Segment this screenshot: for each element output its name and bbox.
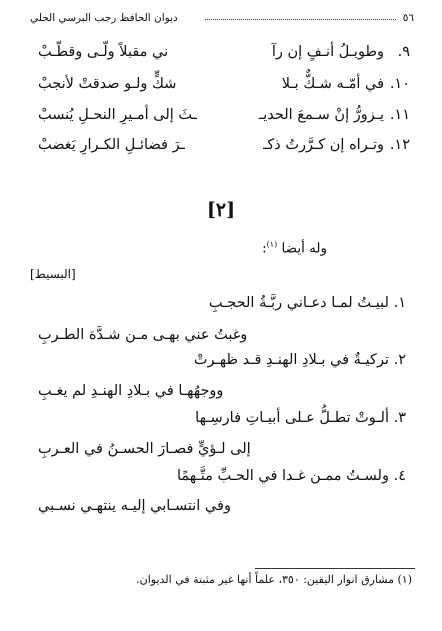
page-number: ٥٦ — [402, 12, 414, 24]
poem-number: [٢] — [206, 199, 236, 221]
footnote-reference: (١) — [266, 240, 278, 249]
verse-line-first: ٢. تركيـةٌ في بـلادِ الهنـدِ قـد ظهـرتْ — [193, 352, 406, 368]
verse-line-second: وفي انتسـابي إليـه ينتهـي نسـبي — [38, 498, 231, 514]
verse-second-hemistich: ـثَ إلى أمـيرِ النحـلِ يُنسبْ — [38, 107, 197, 123]
verse-first-hemistich: وطويـلُ أنـفٍ إن رآ — [271, 44, 384, 60]
verse-first-hemistich: يـزورُّ إنْ سـمعَ الحديـ — [259, 107, 384, 123]
verse-line-first: ٣. ألـوتْ تطـلُّ عـلى أبيـاتِ فارسِـها — [195, 410, 406, 426]
meter-label: [البسيط] — [30, 267, 76, 281]
verse-line-second: إلى لـؤيٍّ فصـارَ الحسـنُ في العـربِ — [38, 441, 251, 457]
verse-row — [38, 133, 410, 157]
verse-line-second: ووجهُهـا في بـلادِ الهنـدِ لم يغـبِ — [38, 383, 224, 399]
verse-second-hemistich: ـرَ فضائـلِ الكـرارِ يَغضبْ — [38, 137, 185, 153]
verse-first-hemistich: في أمّـه شـكٌّ بـلا — [281, 76, 384, 92]
book-title: ديوان الحافظ رجب البرسي الحلي — [30, 12, 178, 24]
verse-number: ١٠. — [389, 76, 410, 92]
verse-row — [38, 40, 410, 64]
poem-intro: وله أيضا $^{(١)}$: — [262, 240, 327, 257]
verse-row — [38, 72, 410, 96]
verse-line-first: ٤. ولسـتُ ممـن غـدا في الحـبِّ متَّـهمًا — [177, 468, 406, 484]
verse-row — [38, 103, 410, 127]
header-dot-leader — [205, 19, 396, 20]
verse-second-hemistich: ني مقبلاً ولّـى وقطّـبْ — [38, 44, 169, 60]
verse-second-hemistich: شكٍّ ولـو صدقتْ لأنجبْ — [38, 76, 177, 92]
verse-first-hemistich: وتـراه إن كـرَّرتُ ذكـ — [263, 137, 384, 153]
verse-number: ١١. — [389, 107, 410, 123]
verse-line-first: ١. لبيـتُ لمـا دعـاني ربَّـةُ الحجـبِ — [208, 295, 406, 311]
verse-number: ٩. — [397, 44, 410, 60]
verse-number: ١٢. — [389, 137, 410, 153]
footnote: (١) مشارق انوار اليقين: ٣٥٠، علماً أنها غير مثبتة في الديوان. — [136, 573, 412, 586]
intro-text: وله أيضا — [281, 240, 327, 257]
verse-line-second: وغبتُ عني بهـى مـن شـدَّة الطـربِ — [38, 327, 248, 343]
footnote-separator — [255, 568, 415, 569]
running-header — [30, 10, 414, 26]
